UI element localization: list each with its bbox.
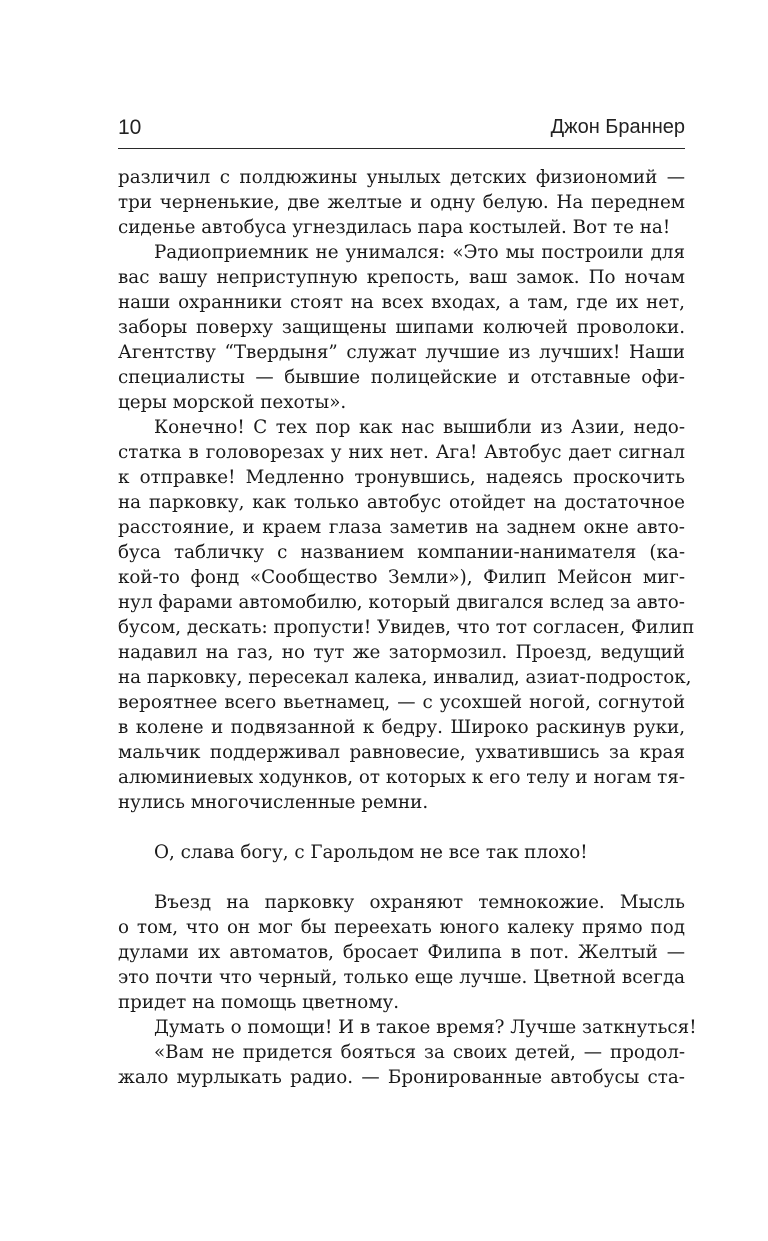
text-line: дулами их автоматов, бросает Филипа в пот. Желтый — bbox=[118, 942, 685, 963]
text-line: к отправке! Медленно тронувшись, надеясь проскочить bbox=[118, 467, 685, 488]
text-line: вас вашу неприступную крепость, ваш замок. По ночам bbox=[118, 267, 685, 288]
text-line: О, слава богу, с Гарольдом не все так плохо! bbox=[154, 842, 588, 863]
paragraph-gap bbox=[118, 815, 685, 840]
body-text bbox=[118, 165, 697, 1090]
text-line: заборы поверху защищены шипами колючей проволоки. bbox=[118, 317, 685, 338]
running-head-author: Джон Браннер bbox=[550, 116, 685, 138]
text-line: в колене и подвязанной к бедру. Широко раскинув руки, bbox=[118, 717, 685, 738]
text-line: Радиоприемник не унимался: «Это мы построили для bbox=[154, 242, 685, 263]
text-line: нулись многочисленные ремни. bbox=[118, 792, 429, 813]
text-line: жало мурлыкать радио. — Бронированные автобусы ста- bbox=[118, 1067, 685, 1088]
text-line: Думать о помощи! И в такое время? Лучше заткнуться! bbox=[154, 1017, 697, 1038]
text-line: на парковку, как только автобус отойдет на достаточное bbox=[118, 492, 685, 513]
text-line: расстояние, и краем глаза заметив на заднем окне авто- bbox=[118, 517, 685, 538]
page-header bbox=[118, 112, 685, 149]
text-line: три черненькие, две желтые и одну белую. На переднем bbox=[118, 192, 685, 213]
text-line: сиденье автобуса угнездилась пара костылей. Вот те на! bbox=[118, 217, 671, 238]
text-line: кой-то фонд «Сообщество Земли»), Филип Мейсон миг- bbox=[118, 567, 685, 588]
text-line: статка в головорезах у них нет. Ага! Автобус дает сигнал bbox=[118, 442, 685, 463]
text-line: на парковку, пересекал калека, инвалид, азиат-подросток, bbox=[118, 667, 692, 688]
text-line: буса табличку с названием компании-нанимателя (ка- bbox=[118, 542, 685, 563]
text-line: «Вам не придется бояться за своих детей, — продол- bbox=[154, 1042, 685, 1063]
text-line: специалисты — бывшие полицейские и отставные офи- bbox=[118, 367, 685, 388]
text-line: алюминиевых ходунков, от которых к его телу и ногам тя- bbox=[118, 767, 685, 788]
text-line: наши охранники стоят на всех входах, а там, где их нет, bbox=[118, 292, 685, 313]
text-line: церы морской пехоты». bbox=[118, 392, 347, 413]
page-number: 10 bbox=[118, 116, 142, 139]
text-line: придет на помощь цветному. bbox=[118, 992, 400, 1013]
text-line: Агентству “Твердыня” служат лучшие из лучших! Наши bbox=[118, 342, 685, 363]
text-line: Конечно! С тех пор как нас вышибли из Азии, недо- bbox=[154, 417, 685, 438]
text-line: нул фарами автомобилю, который двигался вслед за авто- bbox=[118, 592, 685, 613]
text-line: бусом, дескать: пропусти! Увидев, что тот согласен, Филип bbox=[118, 617, 695, 638]
text-line: это почти что черный, только еще лучше. Цветной всегда bbox=[118, 967, 685, 988]
text-line: о том, что он мог бы переехать юного калеку прямо под bbox=[118, 917, 685, 938]
text-line: различил с полдюжины унылых детских физиономий — bbox=[118, 167, 685, 188]
text-line: мальчик поддерживал равновесие, ухватившись за края bbox=[118, 742, 685, 763]
text-line: вероятнее всего вьетнамец, — с усохшей ногой, согнутой bbox=[118, 692, 685, 713]
paragraph-gap bbox=[118, 865, 685, 890]
text-line: надавил на газ, но тут же затормозил. Проезд, ведущий bbox=[118, 642, 685, 663]
text-line: Въезд на парковку охраняют темнокожие. Мысль bbox=[154, 892, 685, 913]
